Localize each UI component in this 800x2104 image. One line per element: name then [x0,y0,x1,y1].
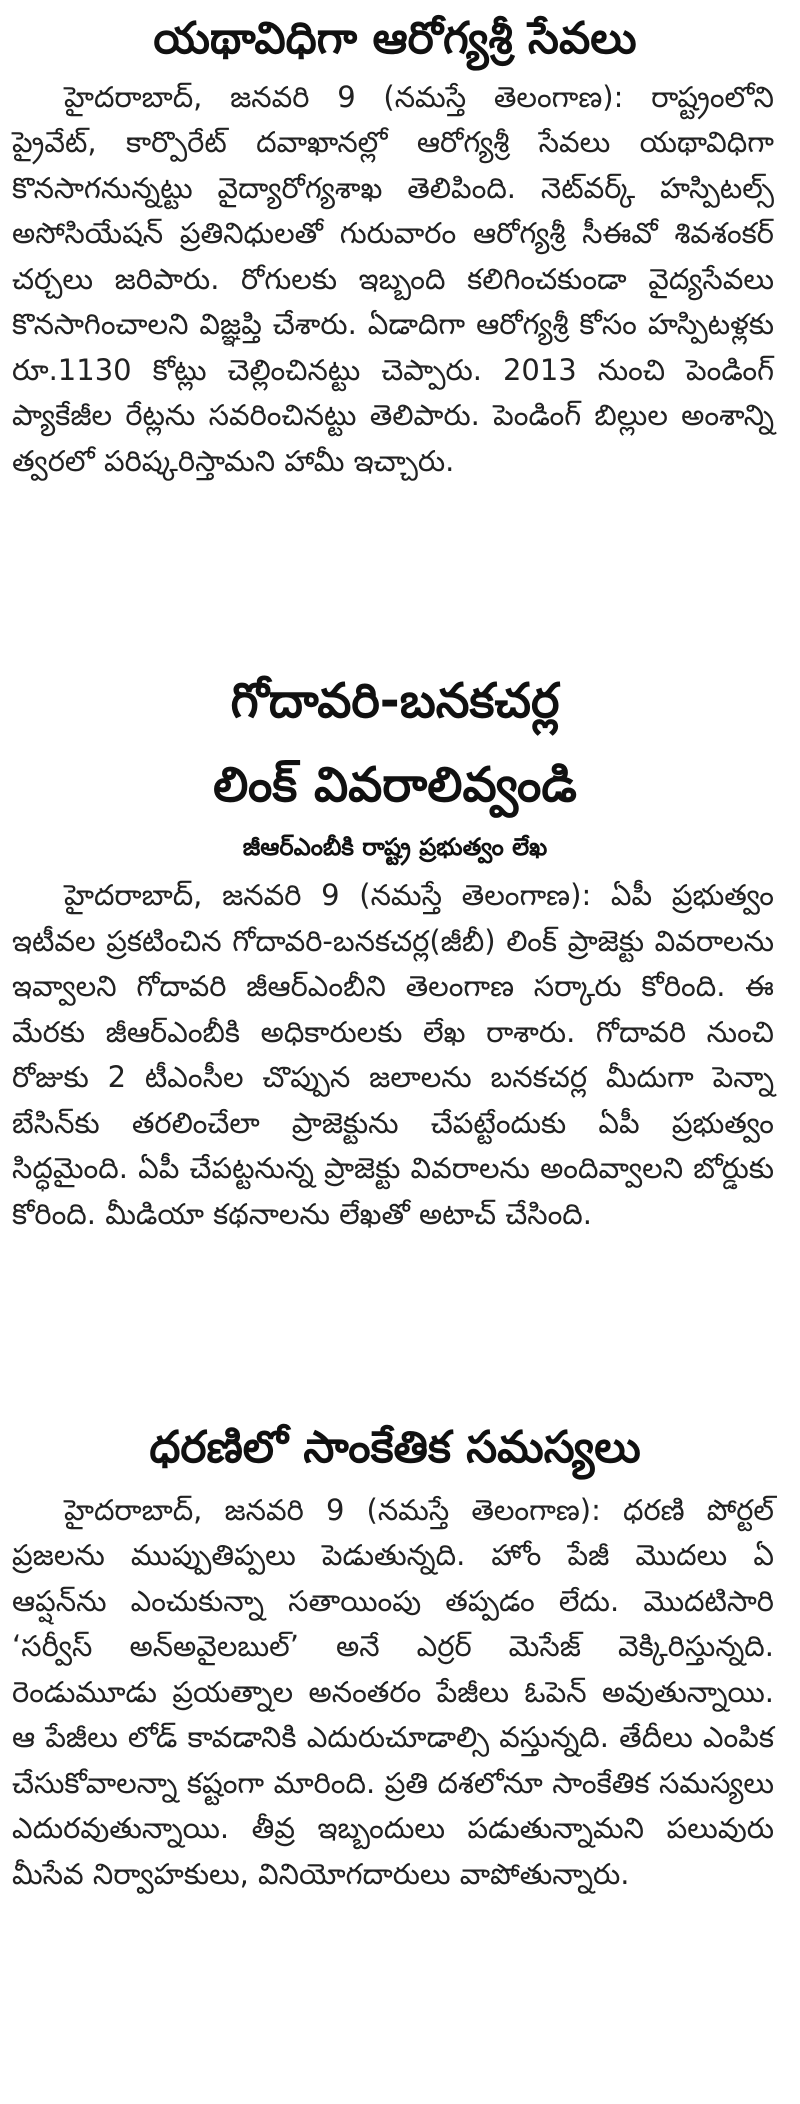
article-godavari-banakacherla [10,659,780,1237]
article-aarogyasri [10,14,780,484]
article-headline-line2: లింక్ వివరాలివ్వండి [213,757,577,813]
article-body: హైదరాబాద్, జనవరి 9 (నమస్తే తెలంగాణ): ఏపీ ప్రభుత్వం ఇటీవల ప్రకటించిన గోదావరి-బనకచర్ల(జీబీ) లింక్ ప్రాజెక్టు వివరాలను ఇవ్వాలని గోదావరి జీఆర్ఎంబీని తెలంగాణ సర్కారు కోరింది. ఈ మేరకు జీఆర్ఎంబీకి అధికారులకు లేఖ రాశారు. గోదావరి నుంచి రోజుకు 2 టీఎంసీల చొప్పున జలాలను బనకచర్ల మీదుగా పెన్నా బేసిన్‌కు తరలించేలా ప్రాజెక్టును చేపట్టేందుకు ఏపీ ప్రభుత్వం సిద్ధమైంది. ఏపీ చేపట్టనున్న ప్రాజెక్టు వివరాలను అందివ్వాలని బోర్డుకు కోరింది. మీడియా కథనాలను లేఖతో అటాచ్ చేసింది. [12,878,774,1231]
article-subheadline: జీఆర్ఎంబీకి రాష్ట్ర ప్రభుత్వం లేఖ [242,833,548,861]
article-headline: ధరణిలో సాంకేతిక సమస్యలు [149,1422,641,1473]
article-dharani [10,1423,780,1897]
article-body: హైదరాబాద్, జనవరి 9 (నమస్తే తెలంగాణ): ధరణి పోర్టల్ ప్రజలను ముప్పుతిప్పలు పెడుతున్నది. హోం పేజీ మొదలు ఏ ఆప్షన్‌ను ఎంచుకున్నా సతాయింపు తప్పడం లేదు. మొదటిసారి ‘సర్వీస్ అన్‌అవైలబుల్’ అనే ఎర్రర్ మెసేజ్ వెక్కిరిస్తున్నది. రెండుమూడు ప్రయత్నాల అనంతరం పేజీలు ఓపెన్ అవుతున్నాయి. ఆ పేజీలు లోడ్ కావడానికి ఎదురుచూడాల్సి వస్తున్నది. తేదీలు ఎంపిక చేసుకోవాలన్నా కష్టంగా మారింది. ప్రతి దశలోనూ సాంకేతిక సమస్యలు ఎదురవుతున్నాయి. తీవ్ర ఇబ్బందులు పడుతున్నామని పలువురు మీసేవ నిర్వాహకులు, వినియోగదారులు వాపోతున్నారు. [12,1492,774,1891]
article-headline-line1: గోదావరి-బనకచర్ల [230,673,560,729]
article-headline: యథావిధిగా ఆరోగ్యశ్రీ సేవలు [153,13,637,64]
newspaper-clipping [10,14,780,2074]
article-body: హైదరాబాద్, జనవరి 9 (నమస్తే తెలంగాణ): రాష్ట్రంలోని ప్రైవేట్, కార్పొరేట్ దవాఖానల్లో ఆరోగ్యశ్రీ సేవలు యథావిధిగా కొనసాగనున్నట్టు వైద్యారోగ్యశాఖ తెలిపింది. నెట్‌వర్క్ హస్పిటల్స్ అసోసియేషన్ ప్రతినిధులతో గురువారం ఆరోగ్యశ్రీ సీఈవో శివశంకర్ చర్చలు జరిపారు. రోగులకు ఇబ్బంది కలిగించకుండా వైద్యసేవలు కొనసాగించాలని విజ్ఞప్తి చేశారు. ఏడాదిగా ఆరోగ్యశ్రీ కోసం హస్పిటళ్లకు రూ.1130 కోట్లు చెల్లించినట్టు చెప్పారు. 2013 నుంచి పెండింగ్ ప్యాకేజీల రేట్లను సవరించినట్టు తెలిపారు. పెండింగ్ బిల్లుల అంశాన్ని త్వరలో పరిష్కరిస్తామని హామీ ఇచ్చారు. [12,79,774,478]
